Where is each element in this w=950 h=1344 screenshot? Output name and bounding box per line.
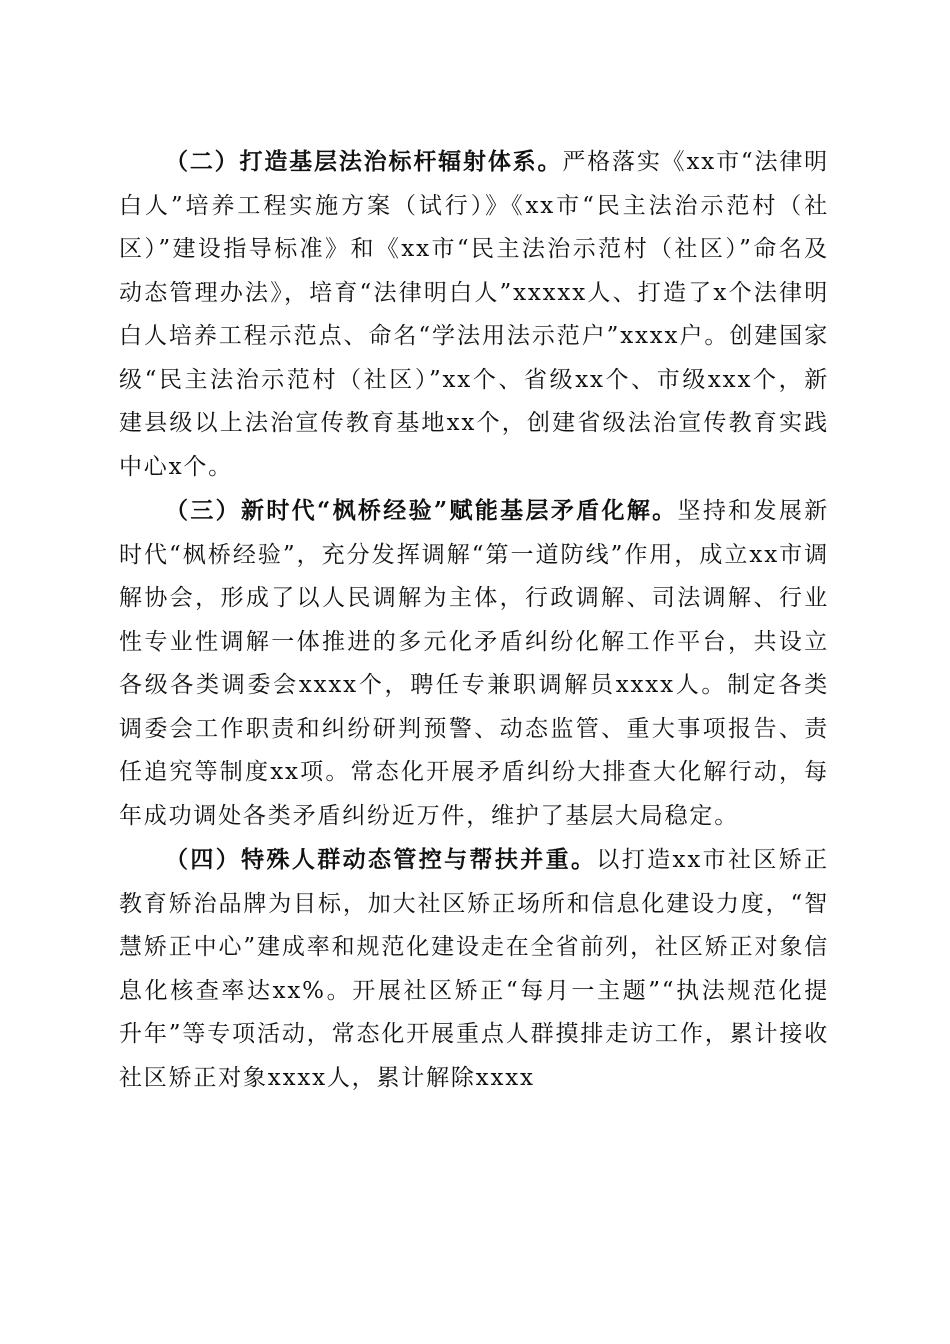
paragraph-body: 以打造xx市社区矫正教育矫治品牌为目标，加大社区矫正场所和信息化建设力度，“智慧矫正中心”建成率和规范化建设走在全省前列，社区矫正对象信息化核查率达xx%。开展社区矫正“每月一主题”“执法规范化提升年”等专项活动，常态化开展重点人群摸排走访工作，累计接收社区矫正对象xxxx人，累计解除xxxx [119,847,829,1091]
paragraph-body: 坚持和发展新时代“枫桥经验”，充分发挥调解“第一道防线”作用，成立xx市调解协会，形成了以人民调解为主体，行政调解、司法调解、行业性专业性调解一体推进的多元化矛盾纠纷化解工作平台，共设立各级各类调委会xxxx个，聘任专兼职调解员xxxx人。制定各类调委会工作职责和纠纷研判预警、动态监管、重大事项报告、责任追究等制度xx项。常态化开展矛盾纠纷大排查大化解行动，每年成功调处各类矛盾纠纷近万件，维护了基层大局稳定。 [119,498,829,829]
paragraph-body: 严格落实《xx市“法律明白人”培养工程实施方案（试行）》《xx市“民主法治示范村（社区）”建设指导标准》和《xx市“民主法治示范村（社区）”命名及动态管理办法》，培育“法律明白人”xxxxx人、打造了x个法律明白人培养工程示范点、命名“学法用法示范户”xxxx户。创建国家级“民主法治示范村（社区）”xx个、省级xx个、市级xxx个，新建县级以上法治宣传教育基地xx个，创建省级法治宣传教育实践中心x个。 [119,149,829,480]
paragraph-heading: （四）特殊人群动态管控与帮扶并重。 [165,846,597,873]
paragraph-heading: （二）打造基层法治标杆辐射体系。 [165,148,563,175]
document-body [119,140,829,1100]
paragraph-heading: （三）新时代“枫桥经验”赋能基层矛盾化解。 [165,497,678,524]
paragraph-2 [119,140,829,489]
paragraph-4 [119,838,829,1100]
paragraph-3 [119,489,829,838]
